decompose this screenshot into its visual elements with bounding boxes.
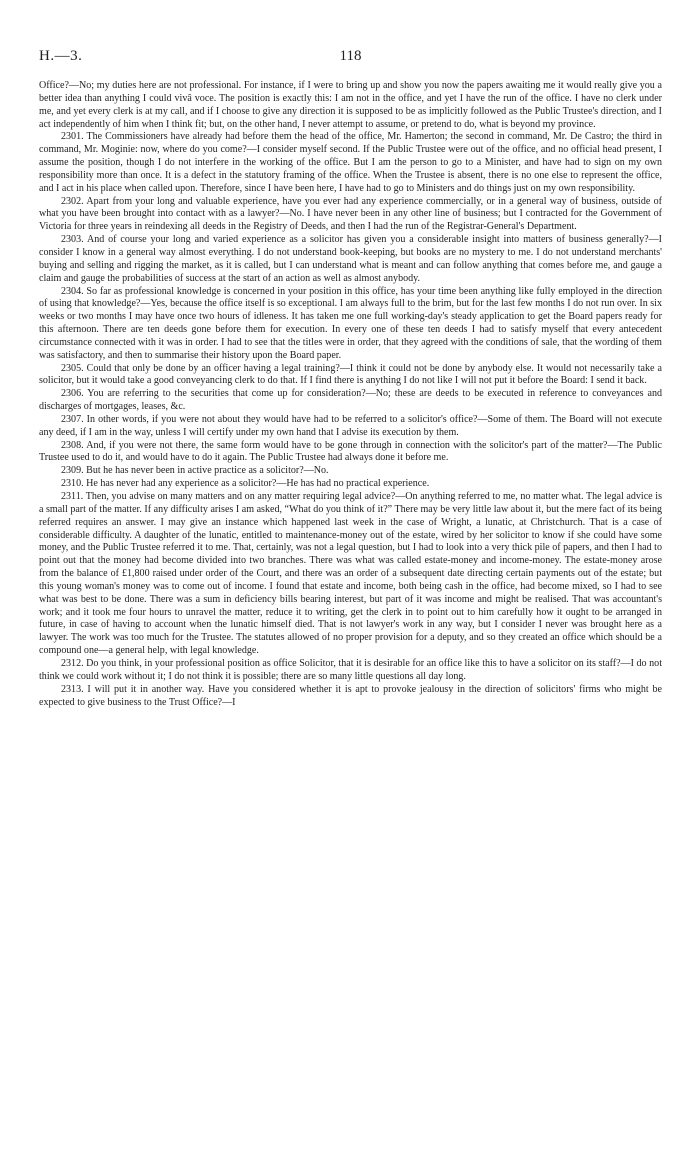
page-header xyxy=(39,48,662,68)
paragraph-2303: 2303. And of course your long and varied experience as a solicitor has given you a considerable insight into matters of business generally?—I consider I know in a general way almost everything. I do not understand book-keeping, but books are no mystery to me. I do not understand merchants' buying and selling and rigging the market, as it is called, but I can understand what is meant and can follow anything that comes before me, and gauge a claim and gauge the probabilities of success at the start of an action as well as almost anybody. xyxy=(39,234,662,284)
paragraph-2305: 2305. Could that only be done by an officer having a legal training?—I think it could not be done by anybody else. It would not necessarily take a solicitor, but it would take a good conveyancing clerk to do that. If I find there is anything I do not like I will not put it before the Board: I send it back. xyxy=(39,362,662,387)
paragraph-2310: 2310. He has never had any experience as a solicitor?—He has had no practical experience. xyxy=(61,478,430,490)
paragraph-2311: 2311. Then, you advise on many matters and on any matter requiring legal advice?—On anything referred to me, no matter what. The legal advice is a small part of the matter. If any difficulty arises I am asked, “What do you think of it?” There may be very little law about it, but the mere fact of its being referred requires an answer. I may give an instance which happened last week in the case of Wright, a lunatic, at Christchurch. That is a case of considerable difficulty. A daughter of the lunatic, entitled to maintenance-money out of the estate, wired by her solicitor to know if she could have some money, and the Public Trustee referred it to me. That, certainly, was not a legal question, but I had to look into a very thick pile of papers, and then I had to point out that the money had become divided into two branches. There was what was called estate-money and income-money. The estate-money arose from the balance of £1,800 raised under order of the Court, and there was an order of a subsequent date directing certain payments out of the estate; but this young woman's money was to come out of income. I found that estate and income, both being cash in the office, had become mixed, so I had to see what was best to be done. There was a sum in deficiency bills bearing interest, but part of it was income and might be realised. That was accountant's work; and it took me four hours to unravel the matter, reduce it to writing, get the clerk in to point out to him carefully how it ought to be arranged in future, in case of having to account when the lunatic himself died. That is not lawyer's work in any way, but I consider I never was brought here as a lawyer. The work was too much for the Trustee. The statutes allowed of no proper provision for a deputy, and so they created an office which should be a compound one—a general help, with legal knowledge. xyxy=(39,491,662,657)
paragraph-2309: 2309. But he has never been in active practice as a solicitor?—No. xyxy=(61,465,329,477)
paragraph-2304: 2304. So far as professional knowledge is concerned in your position in this office, has your time been anything like fully employed in the direction of using that knowledge?—Yes, because the office itself is so exceptional. I am always full to the brim, but for the last few months I do not run over. In six weeks or two months I may have once two hours of idleness. It has taken me one full working-day's steady application to get the Board papers ready for this afternoon. There are ten deeds gone before them for execution. In every one of these ten deeds I had to satisfy myself that every antecedent circumstance connected with it was in order. I had to see that the titles were in order, that they agreed with the conditions of sale, that the wording of them was satisfactory, and then to summarise their history upon the Board paper. xyxy=(39,285,662,361)
paragraph-2302: 2302. Apart from your long and valuable experience, have you ever had any experience commercially, or in a general way of business, outside of what you have been brought into contact with as a lawyer?—No. I have never been in any other line of business; but I contracted for the Government of Victoria for three years in reindexing all deeds in the Registry of Deeds, and then I had the run of the Registrar-General's Department. xyxy=(39,195,662,233)
paragraph: Office?—No; my duties here are not professional. For instance, if I were to bring up and show you now the papers awaiting me it would really give you a better idea than anything I could vivâ voce. The position is exactly this: I am not in the office, and yet I have the run of the office. I have no clerk under me, and yet every clerk is at my call, and if I choose to give any direction it is supposed to be as implicitly followed as the Public Trustee's direction, and I act independently of him when I think fit; but, on the other hand, I never attempt to assume, or pretend to do, what is beyond my province. xyxy=(39,80,662,130)
paragraph-2313: 2313. I will put it in another way. Have you considered whether it is apt to provoke jealousy in the direction of solicitors' firms who might be expected to give business to the Trust Office?—I xyxy=(39,683,662,708)
report-reference: H.—3. xyxy=(39,48,83,64)
paragraph-2308: 2308. And, if you were not there, the same form would have to be gone through in connection with the solicitor's part of the matter?—The Public Trustee used to do it, and would have to do it again. The Public Trustee had always done it before me. xyxy=(39,439,662,464)
page-number: 118 xyxy=(339,48,362,64)
evidence-text xyxy=(39,80,662,709)
paragraph-2307: 2307. In other words, if you were not about they would have had to be referred to a solicitor's office?—Some of them. The Board will not execute any deed, if I am in the way, unless I will certify under my own hand that I advise its execution by them. xyxy=(39,413,662,438)
paragraph-2306: 2306. You are referring to the securities that come up for consideration?—No; these are deeds to be executed in reference to conveyances and discharges of mortgages, leases, &c. xyxy=(39,388,662,413)
paragraph-2312: 2312. Do you think, in your professional position as office Solicitor, that it is desirable for an office like this to have a solicitor on its staff?—I do not think we could work without it; I do not think it is possible; there are so many little questions all day long. xyxy=(39,657,662,682)
paragraph-2301: 2301. The Commissioners have already had before them the head of the office, Mr. Hamerton; the second in command, Mr. De Castro; the third in command, Mr. Moginie: now, where do you come?—I consider myself second. If the Public Trustee were out of the office, and no official head present, I assume the position, though I do not interfere in the working of the office. But I am the person to go to a Minister, and have had to sign on my own responsibility more than once. It is a defect in the statutory framing of the office. When the Trustee is absent, there is no one else to represent the office, and I act in his place when called upon. Therefore, since I have been here, I have had to go to Ministers and do things just on my own responsibility. xyxy=(39,131,662,194)
